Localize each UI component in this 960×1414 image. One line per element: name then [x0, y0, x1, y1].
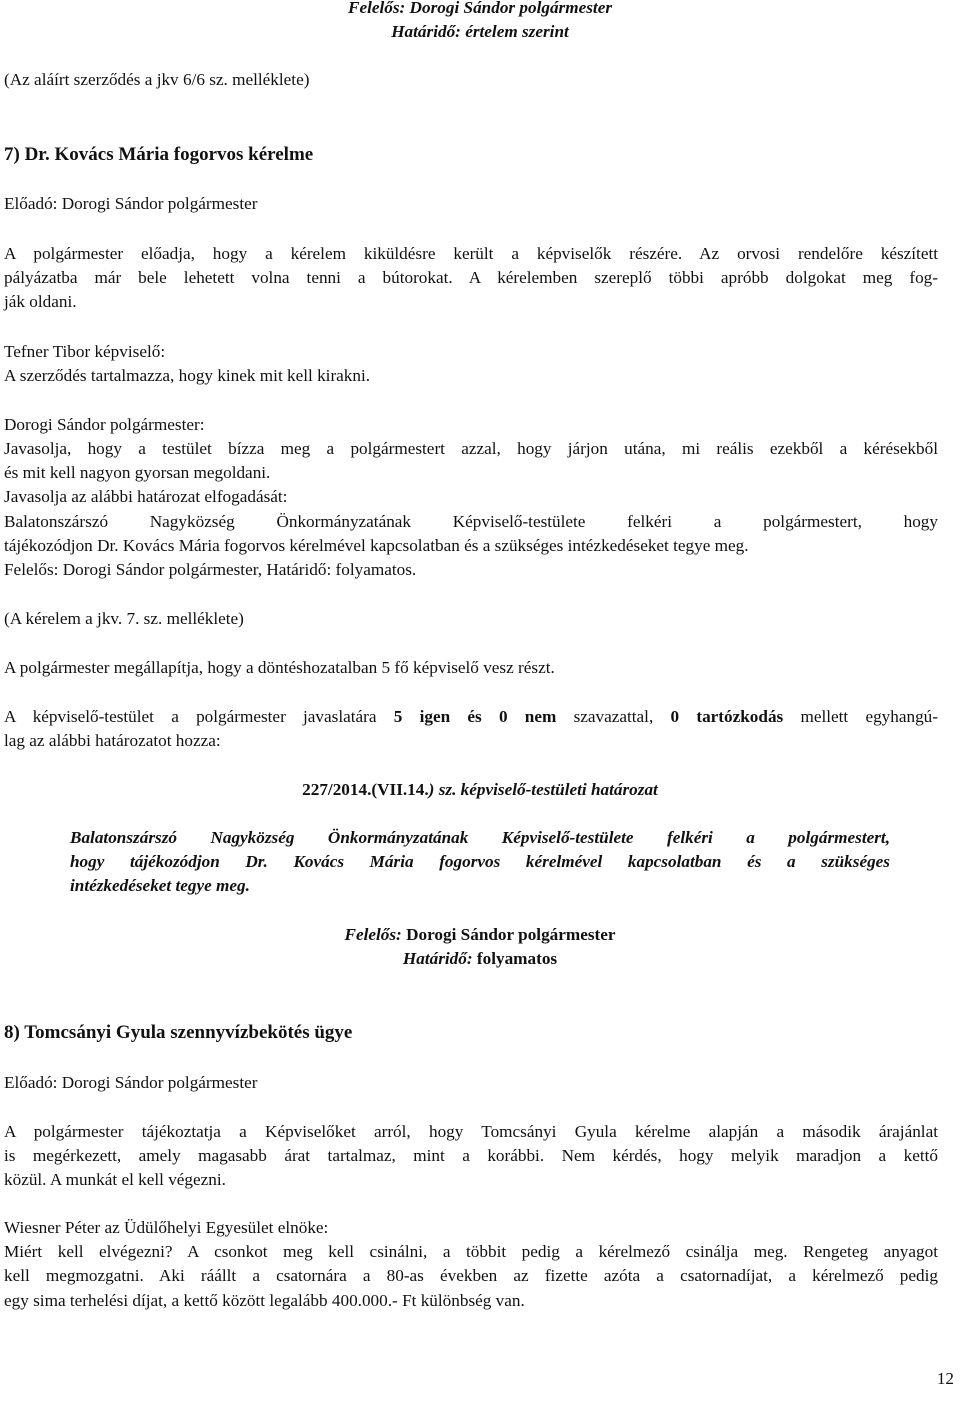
- section-8-title: 8) Tomcsányi Gyula szennyvízbekötés ügye: [4, 1022, 353, 1043]
- attachment-note-6: (Az aláírt szerződés a jkv 6/6 sz. melléklete): [4, 70, 310, 89]
- section-8-para1-line3: közül. A munkát el kell végezni.: [4, 1170, 226, 1189]
- speaker-dorogi-line1: Javasolja, hogy a testület bízza meg a polgármestert azzal, hogy járjon utána, mi reális ezekből a kérésekből: [4, 439, 938, 458]
- speaker-wiesner-line1: Miért kell elvégezni? A csonkot meg kell csinálni, a többit pedig a kérelmező csinálja meg. Rengeteg anyagot: [4, 1242, 938, 1261]
- vote-line2: lag az alábbi határozatot hozza:: [4, 731, 221, 750]
- speaker-dorogi-line2: és mit kell nagyon gyorsan megoldani.: [4, 463, 271, 482]
- responsible-label: Felelős:: [344, 925, 407, 944]
- vote-text-c: szavazattal,: [556, 707, 671, 726]
- speaker-dorogi-line5: tájékozódjon Dr. Kovács Mária fogorvos kérelmével kapcsolatban és a szükséges intézkedéseket tegye meg.: [4, 536, 749, 555]
- speaker-tefner: Tefner Tibor képviselő:: [4, 342, 166, 361]
- resolution-responsible: [0, 923, 960, 947]
- page-number: 12: [936, 1369, 954, 1388]
- speaker-tefner-text: A szerződés tartalmazza, hogy kinek mit kell kirakni.: [4, 366, 371, 385]
- resolution-label: ) sz. képviselő-testületi határozat: [428, 780, 658, 799]
- speaker-dorogi-line3: Javasolja az alábbi határozat elfogadását:: [4, 487, 288, 506]
- section-7-para1-line1: A polgármester előadja, hogy a kérelem kiküldésre került a képviselők részére. Az orvosi rendelőre készített: [4, 244, 938, 263]
- resolution-id: 227/2014.(VII.14.: [302, 780, 429, 799]
- section-8-para1-line1: A polgármester tájékoztatja a Képviselőket arról, hogy Tomcsányi Gyula kérelme alapján a második árajánlat: [4, 1122, 938, 1141]
- deadline-value: folyamatos: [476, 949, 558, 968]
- speaker-dorogi-line4: Balatonszárszó Nagyközség Önkormányzatának Képviselő-testülete felkéri a polgármestert, hogy: [4, 512, 938, 531]
- vote-yes-no: 5 igen és 0 nem: [393, 707, 557, 726]
- resolution-text-line1: Balatonszárszó Nagyközség Önkormányzatának Képviselő-testülete felkéri a polgármestert,: [70, 828, 890, 847]
- section-8-para1-line2: is megérkezett, amely magasabb árat tartalmaz, mint a korábbi. Nem kérdés, hogy melyik maradjon a kettő: [4, 1146, 938, 1165]
- speaker-wiesner-line3: egy sima terhelési díjat, a kettő között legalább 400.000.- Ft különbség van.: [4, 1291, 525, 1310]
- section-7-presenter: Előadó: Dorogi Sándor polgármester: [4, 194, 258, 213]
- vote-text-a: A képviselő-testület a polgármester javaslatára: [4, 707, 394, 726]
- quorum-statement: A polgármester megállapítja, hogy a döntéshozatalban 5 fő képviselő vesz részt.: [4, 658, 555, 677]
- vote-text-e: mellett egyhangú-: [783, 707, 938, 726]
- header-deadline: Határidő: értelem szerint: [391, 22, 569, 41]
- header-responsible: Felelős: Dorogi Sándor polgármester: [347, 0, 613, 17]
- vote-abstain: 0 tartózkodás: [670, 707, 784, 726]
- speaker-dorogi: Dorogi Sándor polgármester:: [4, 415, 205, 434]
- speaker-wiesner-line2: kell megmozgatni. Aki ráállt a csatornára a 80-as években az fizette azóta a csatornadíjat, a kérelmező pedig: [4, 1266, 938, 1285]
- deadline-label: Határidő:: [402, 949, 477, 968]
- speaker-wiesner: Wiesner Péter az Üdülőhelyi Egyesület elnöke:: [4, 1218, 329, 1237]
- attachment-note-7: (A kérelem a jkv. 7. sz. melléklete): [4, 609, 244, 628]
- resolution-deadline: [0, 947, 960, 971]
- section-8-presenter: Előadó: Dorogi Sándor polgármester: [4, 1073, 258, 1092]
- vote-line1: [4, 705, 938, 729]
- speaker-dorogi-line6: Felelős: Dorogi Sándor polgármester, Határidő: folyamatos.: [4, 560, 417, 579]
- resolution-text-line3: intézkedéseket tegye meg.: [70, 876, 250, 895]
- responsible-value: Dorogi Sándor polgármester: [406, 925, 616, 944]
- section-7-para1-line3: ják oldani.: [4, 292, 77, 311]
- section-7-para1-line2: pályázatba már bele lehetett volna tenni a bútorokat. A kérelemben szereplő többi apróbb dolgokat meg fog-: [4, 268, 938, 287]
- resolution-number: [0, 778, 960, 802]
- section-7-title: 7) Dr. Kovács Mária fogorvos kérelme: [4, 144, 314, 165]
- resolution-text-line2: hogy tájékozódjon Dr. Kovács Mária fogorvos kérelmével kapcsolatban és a szükséges: [70, 852, 890, 871]
